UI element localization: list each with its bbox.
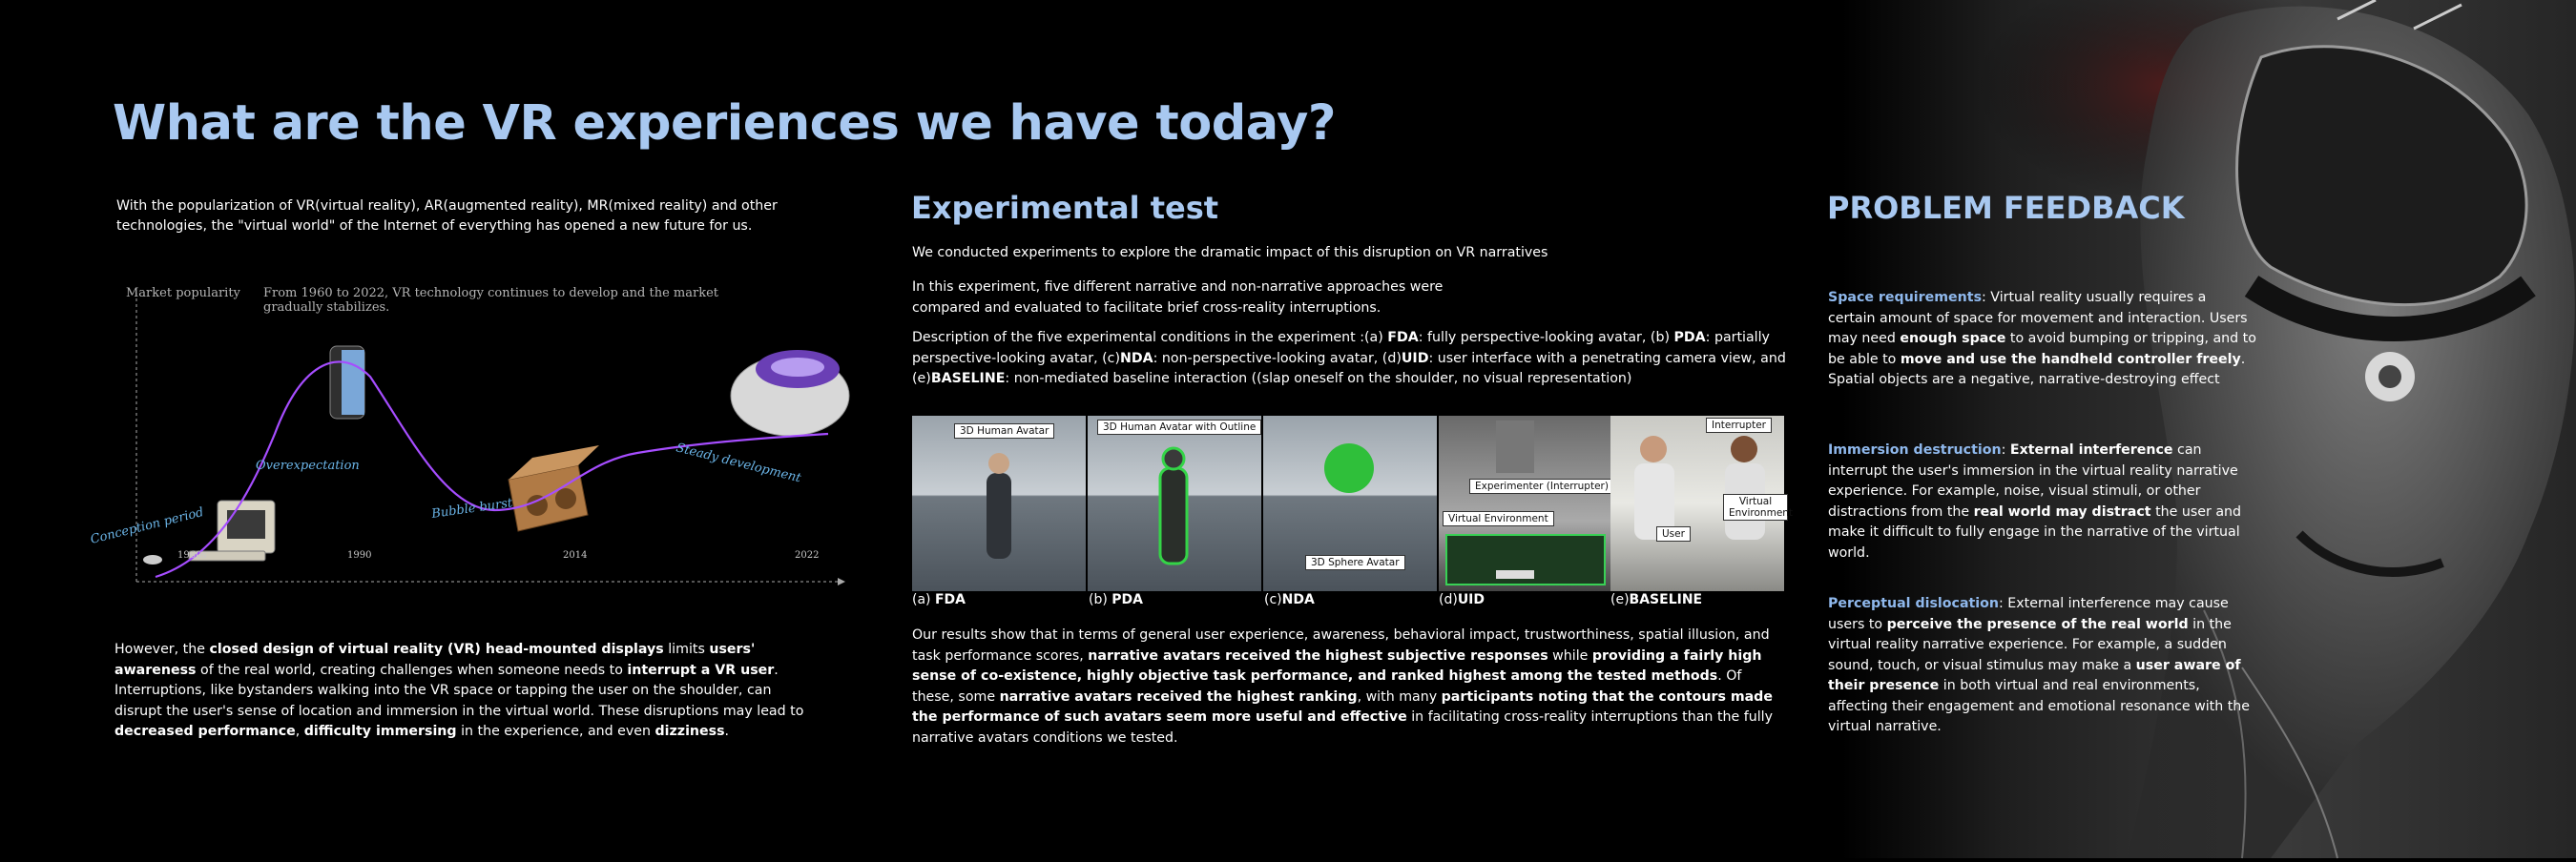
figure-caption: (c)NDA bbox=[1264, 592, 1315, 607]
conditions-description: Description of the five experimental conditions in the experiment :(a) FDA: fully perspective-looking avatar, (b) PDA: partially perspective-looking avatar, (c)NDA: non-perspective-looking avatar, (d)UID: user interface with a penetrating camera view, and (e)BASELINE: non-mediated baseline interaction ((slap oneself on the shoulder, no visual representation) bbox=[912, 330, 1786, 386]
figure-tag: Virtual Environment bbox=[1723, 494, 1788, 521]
phase-label: Bubble burst bbox=[430, 496, 514, 522]
experimental-test-heading: Experimental test bbox=[911, 190, 1219, 226]
timeline-note-line1: From 1960 to 2022, VR technology continues to develop and the market bbox=[263, 286, 718, 300]
timeline-axis-label: Market popularity bbox=[126, 286, 240, 300]
figure-tag: User bbox=[1656, 526, 1691, 542]
experiment-summary: In this experiment, five different narrative and non-narrative approaches were compared and evaluated to facilitate brief cross-reality interruptions. bbox=[912, 279, 1444, 316]
panel-uid bbox=[1439, 416, 1612, 591]
year-label: 1960s bbox=[177, 550, 207, 561]
year-label: 2014 bbox=[563, 550, 588, 561]
panel-nda bbox=[1263, 416, 1437, 591]
figure-tag: Interrupter bbox=[1706, 418, 1772, 433]
page-title: What are the VR experiences we have today? bbox=[113, 95, 1336, 152]
experiment-figure bbox=[912, 416, 1794, 591]
figure-tag: Experimenter (Interrupter) bbox=[1469, 479, 1614, 494]
vr-headset-icon bbox=[731, 350, 849, 436]
figure-tag: 3D Human Avatar with Outline bbox=[1097, 420, 1261, 435]
figure-tag: 3D Human Avatar bbox=[954, 423, 1054, 439]
figure-tag: 3D Sphere Avatar bbox=[1305, 555, 1405, 570]
experiment-intro: We conducted experiments to explore the dramatic impact of this disruption on VR narratives bbox=[912, 245, 1548, 260]
figure-caption: (b) PDA bbox=[1089, 592, 1143, 607]
feedback-space-requirements: Space requirements: Virtual reality usually requires a certain amount of space for movement and interaction. Users may need enough space to avoid bumping or tripping, and to be able to move and use the handheld controller freely. Spatial objects are a negative, narrative-destroying effect bbox=[1828, 290, 2256, 387]
phase-label: Conception period bbox=[89, 504, 206, 547]
year-label: 2022 bbox=[795, 550, 820, 561]
vr-timeline-illustration bbox=[84, 272, 847, 596]
figure-caption: (d)UID bbox=[1439, 592, 1485, 607]
closed-design-paragraph: However, the closed design of virtual reality (VR) head-mounted displays limits users' awareness of the real world, creating challenges when someone needs to interrupt a VR user. Interruptions, like bystanders walking into the VR space or tapping the user on the shoulder, can disrupt the user's sense of location and immersion in the virtual world. These disruptions may lead to decreased performance, difficulty immersing in the experience, and even dizziness. bbox=[114, 642, 804, 739]
feedback-immersion-destruction: Immersion destruction: External interference can interrupt the user's immersion in the virtual reality narrative experience. For example, noise, visual stimuli, or other distractions from the real world may distract the user and make it difficult to fully engage in the narrative of the virtual world. bbox=[1828, 442, 2242, 561]
phase-label: Steady development bbox=[675, 441, 803, 486]
figure-tag: Virtual Environment bbox=[1443, 511, 1554, 526]
timeline-note-line2: gradually stabilizes. bbox=[263, 300, 390, 315]
results-paragraph: Our results show that in terms of general user experience, awareness, behavioral impact, trustworthiness, spatial illusion, and task performance scores, narrative avatars received the highest subjective responses while providing a fairly high sense of co-existence, highly objective task performance, and ranked highest among the tested methods. Of these, some narrative avatars received the highest ranking, with many participants noting that the contours made the performance of such avatars seem more useful and effective in facilitating cross-reality interruptions than the fully narrative avatars conditions we tested. bbox=[912, 627, 1773, 746]
panel-pda bbox=[1088, 416, 1261, 591]
feedback-perceptual-dislocation: Perceptual dislocation: External interference may cause users to perceive the presence of the real world in the virtual reality narrative experience. For example, a sudden sound, touch, or visual stimulus may make a user aware of their presence in both virtual and real environments, affecting their engagement and emotional resonance with the virtual narrative. bbox=[1828, 596, 2251, 734]
problem-feedback-heading: PROBLEM FEEDBACK bbox=[1827, 190, 2185, 226]
cardboard-vr-icon bbox=[509, 445, 599, 531]
panel-fda bbox=[912, 416, 1086, 591]
smartphone-icon bbox=[330, 346, 364, 419]
phase-label: Overexpectation bbox=[256, 459, 360, 473]
figure-caption: (a) FDA bbox=[912, 592, 966, 607]
panel-baseline bbox=[1610, 416, 1794, 591]
year-label: 1990 bbox=[347, 550, 372, 561]
intro-text: With the popularization of VR(virtual reality), AR(augmented reality), MR(mixed reality) and other technologies, the "virtual world" of the Internet of everything has opened a new future for us. bbox=[116, 198, 778, 234]
figure-caption: (e)BASELINE bbox=[1610, 592, 1703, 607]
retro-computer-icon bbox=[143, 501, 275, 564]
